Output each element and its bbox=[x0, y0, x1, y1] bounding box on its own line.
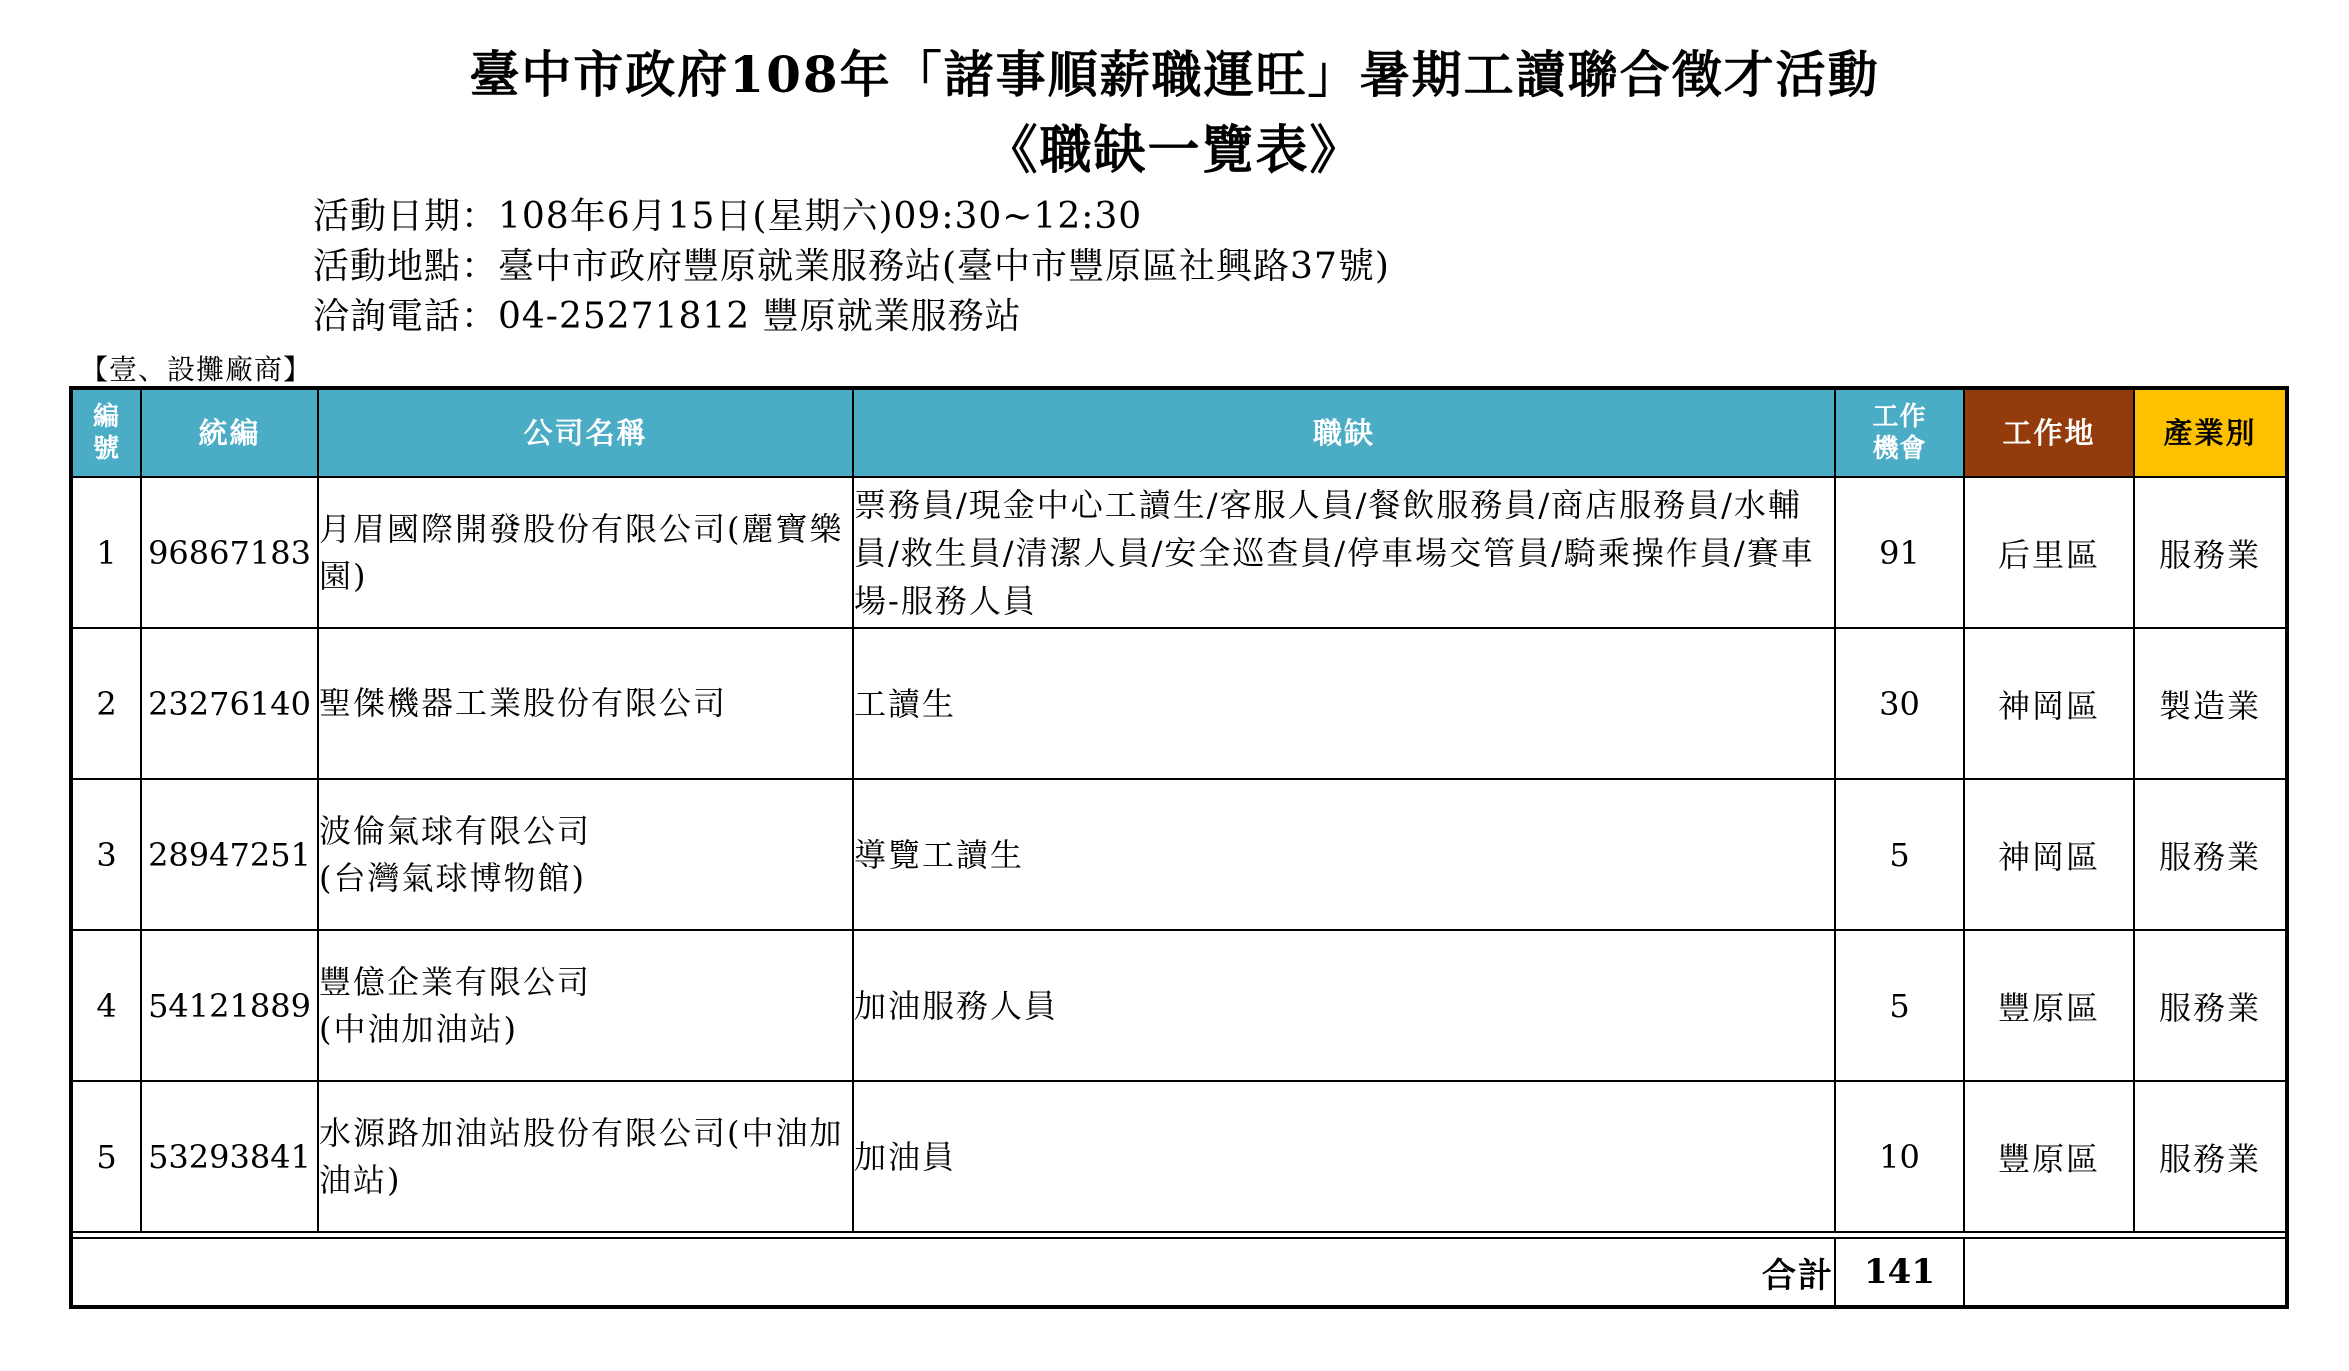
cell-company: 聖傑機器工業股份有限公司 bbox=[318, 628, 853, 779]
table-row bbox=[71, 477, 2287, 628]
cell-industry: 製造業 bbox=[2134, 628, 2287, 779]
cell-company bbox=[318, 930, 853, 1081]
company-name: 豐億企業有限公司 bbox=[319, 963, 592, 1002]
cell-openings: 30 bbox=[1835, 628, 1964, 779]
company-note: (台灣氣球博物館) bbox=[319, 858, 586, 897]
cell-jobs: 導覽工讀生 bbox=[853, 779, 1835, 930]
cell-company: 水源路加油站股份有限公司(中油加油站) bbox=[318, 1081, 853, 1232]
cell-no: 2 bbox=[71, 628, 141, 779]
col-header-tax-id: 統編 bbox=[141, 388, 318, 477]
cell-location: 神岡區 bbox=[1964, 779, 2134, 930]
table-row bbox=[71, 628, 2287, 779]
cell-jobs: 加油服務人員 bbox=[853, 930, 1835, 1081]
table-row bbox=[71, 1081, 2287, 1232]
company-note: (中油加油站) bbox=[319, 1009, 518, 1048]
event-date: 活動日期：108年6月15日(星期六)09:30~12:30 bbox=[313, 196, 1143, 237]
cell-openings: 10 bbox=[1835, 1081, 1964, 1232]
col-header-openings: 工作 機會 bbox=[1835, 388, 1964, 477]
col-header-jobs: 職缺 bbox=[853, 388, 1835, 477]
section-label: 【壹、設攤廠商】 bbox=[80, 353, 313, 386]
cell-tax-id: 96867183 bbox=[141, 477, 318, 628]
cell-location: 神岡區 bbox=[1964, 628, 2134, 779]
cell-openings: 5 bbox=[1835, 779, 1964, 930]
col-header-no: 編 號 bbox=[71, 388, 141, 477]
cell-no: 5 bbox=[71, 1081, 141, 1232]
cell-industry: 服務業 bbox=[2134, 477, 2287, 628]
col-header-location: 工作地 bbox=[1964, 388, 2134, 477]
cell-location: 豐原區 bbox=[1964, 930, 2134, 1081]
cell-industry: 服務業 bbox=[2134, 930, 2287, 1081]
cell-jobs: 加油員 bbox=[853, 1081, 1835, 1232]
company-name: 波倫氣球有限公司 bbox=[319, 812, 592, 851]
page-subtitle: 《職缺一覽表》 bbox=[985, 120, 1364, 181]
cell-location: 后里區 bbox=[1964, 477, 2134, 628]
job-table bbox=[69, 386, 2289, 1309]
cell-tax-id: 53293841 bbox=[141, 1081, 318, 1232]
page-title: 臺中市政府108年「諸事順薪職運旺」暑期工讀聯合徵才活動 bbox=[469, 45, 1880, 104]
total-label: 合計 bbox=[71, 1238, 1835, 1307]
cell-no: 4 bbox=[71, 930, 141, 1081]
table-header-row bbox=[71, 388, 2287, 477]
cell-tax-id: 23276140 bbox=[141, 628, 318, 779]
cell-industry: 服務業 bbox=[2134, 1081, 2287, 1232]
cell-openings: 91 bbox=[1835, 477, 1964, 628]
event-phone: 洽詢電話：04-25271812 豐原就業服務站 bbox=[313, 296, 1022, 337]
cell-company: 月眉國際開發股份有限公司(麗寶樂園) bbox=[318, 477, 853, 628]
cell-tax-id: 54121889 bbox=[141, 930, 318, 1081]
cell-no: 3 bbox=[71, 779, 141, 930]
cell-jobs: 工讀生 bbox=[853, 628, 1835, 779]
cell-no: 1 bbox=[71, 477, 141, 628]
cell-jobs: 票務員/現金中心工讀生/客服人員/餐飲服務員/商店服務員/水輔員/救生員/清潔人員/安全巡查員/停車場交管員/騎乘操作員/賽車場-服務人員 bbox=[853, 477, 1835, 628]
event-location: 活動地點：臺中市政府豐原就業服務站(臺中市豐原區社興路37號) bbox=[313, 246, 1390, 287]
cell-tax-id: 28947251 bbox=[141, 779, 318, 930]
cell-industry: 服務業 bbox=[2134, 779, 2287, 930]
table-row bbox=[71, 930, 2287, 1081]
cell-openings: 5 bbox=[1835, 930, 1964, 1081]
total-value: 141 bbox=[1835, 1238, 1964, 1307]
cell-location: 豐原區 bbox=[1964, 1081, 2134, 1232]
total-row bbox=[71, 1238, 2287, 1307]
col-header-industry: 產業別 bbox=[2134, 388, 2287, 477]
table-row bbox=[71, 779, 2287, 930]
total-empty-cell bbox=[1964, 1238, 2287, 1307]
col-header-company: 公司名稱 bbox=[318, 388, 853, 477]
cell-company bbox=[318, 779, 853, 930]
